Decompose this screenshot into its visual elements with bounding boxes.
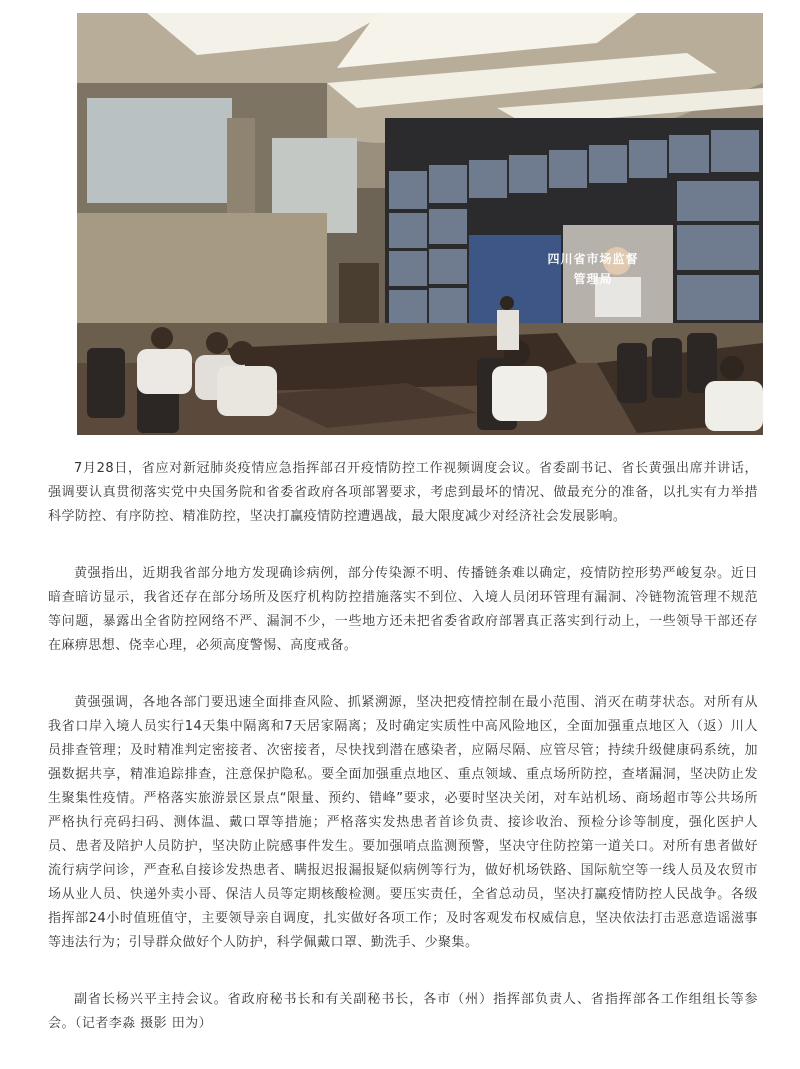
paragraph: 副省长杨兴平主持会议。省政府秘书长和有关副秘书长，各市（州）指挥部负责人、省指挥部各工作组组长等参会。（记者李淼 摄影 田为） bbox=[48, 992, 758, 1031]
meeting-room-image bbox=[77, 13, 763, 435]
screen-sign: 四川省市场监督管理局 bbox=[547, 252, 639, 286]
article-body bbox=[48, 457, 758, 1069]
paragraph: 7月28日，省应对新冠肺炎疫情应急指挥部召开疫情防控工作视频调度会议。省委副书记、省长黄强出席并讲话，强调要认真贯彻落实党中央国务院和省委省政府各项部署要求，考虑到最坏的情况、做最充分的准备，以扎实有力举措科学防控、有序防控、精准防控，坚决打赢疫情防控遭遇战，最大限度减少对经济社会发展影响。 bbox=[48, 461, 758, 524]
news-photo bbox=[77, 13, 763, 435]
paragraph: 黄强指出，近期我省部分地方发现确诊病例，部分传染源不明、传播链条难以确定，疫情防控形势严峻复杂。近日暗查暗访显示，我省还存在部分场所及医疗机构防控措施落实不到位、入境人员闭环管理有漏洞、冷链物流管理不规范等问题，暴露出全省防控网络不严、漏洞不少，一些地方还未把省委省政府部署真正落实到行动上，一些领导干部还存在麻痹思想、侥幸心理，必须高度警惕、高度戒备。 bbox=[48, 566, 758, 653]
paragraph: 黄强强调，各地各部门要迅速全面排查风险、抓紧溯源，坚决把疫情控制在最小范围、消灭在萌芽状态。对所有从我省口岸入境人员实行14天集中隔离和7天居家隔离；及时确定实质性中高风险地区，全面加强重点地区入（返）川人员排查管理；及时精准判定密接者、次密接者，尽快找到潜在感染者，应隔尽隔、应管尽管；持续升级健康码系统，加强数据共享，精准追踪排查，注意保护隐私。要全面加强重点地区、重点领域、重点场所防控，查堵漏洞，坚决防止发生聚集性疫情。严格落实旅游景区景点“限量、预约、错峰”要求，必要时坚决关闭，对车站机场、商场超市等公共场所严格执行亮码扫码、测体温、戴口罩等措施；严格落实发热患者首诊负责、接诊收治、预检分诊等制度，强化医护人员、患者及陪护人员防护，坚决防止院感事件发生。要加强哨点监测预警，坚决守住防控第一道关口。对所有患者做好流行病学问诊，严查私自接诊发热患者、瞒报迟报漏报疑似病例等行为，做好机场铁路、国际航空等一线人员及农贸市场从业人员、快递外卖小哥、保洁人员等定期核酸检测。要压实责任，全省总动员，坚决打赢疫情防控人民战争。各级指挥部24小时值班值守，主要领导亲自调度，扎实做好各项工作；及时客观发布权威信息，坚决依法打击恶意造谣滋事等违法行为；引导群众做好个人防护，科学佩戴口罩、勤洗手、少聚集。 bbox=[48, 695, 758, 950]
